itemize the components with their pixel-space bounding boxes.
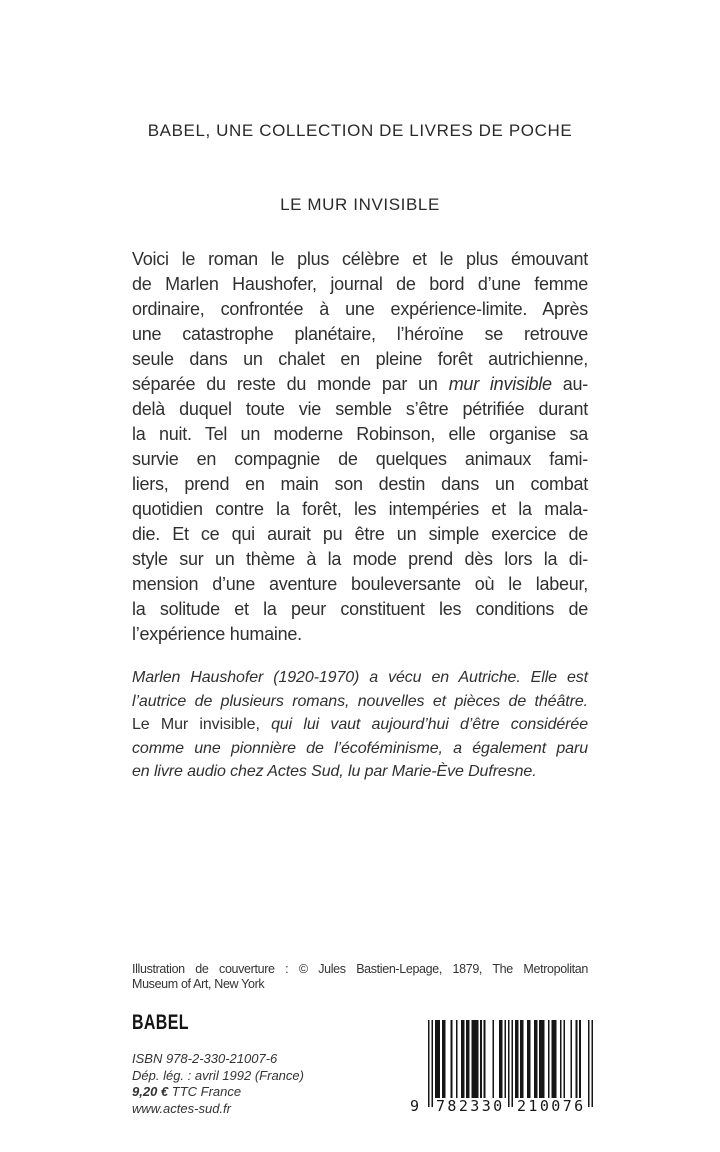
barcode-digit-group-3: 210076 (517, 1097, 586, 1115)
text-line: Museum of Art, New York (132, 977, 265, 992)
text-segment: au- (551, 374, 588, 394)
text-line (132, 1084, 432, 1101)
author-note-paragraph (132, 666, 588, 784)
text-segment: 9,20 € (132, 1084, 169, 1100)
text-line: style sur un thème à la mode prend dès lors la di- (132, 549, 588, 569)
text-segment: Le Mur invisible, (132, 716, 260, 733)
text-line: mension d’une aventure bouleversante où le labeur, (132, 574, 588, 594)
text-line: Voici le roman le plus célèbre et le plus émouvant (132, 249, 588, 269)
text-line: ordinaire, confrontée à une expérience-limite. Après (132, 299, 588, 319)
text-line: Illustration de couverture : © Jules Bastien-Lepage, 1879, The Metropolitan (132, 962, 588, 976)
book-title: LE MUR INVISIBLE (280, 195, 440, 214)
text-line (132, 713, 588, 737)
text-line: ISBN 978-2-330-21007-6 (132, 1051, 278, 1066)
text-segment: séparée du reste du monde par un (132, 374, 449, 394)
text-line: www.actes-sud.fr (132, 1100, 231, 1116)
text-segment: mur invisible (448, 374, 552, 394)
barcode-digit-group-1: 9 (410, 1097, 422, 1115)
text-line: seule dans un chalet en pleine forêt autrichienne, (132, 349, 588, 369)
cover-illustration-credit (132, 962, 588, 993)
text-line: survie en compagnie de quelques animaux fami- (132, 449, 588, 469)
text-line: de Marlen Haushofer, journal de bord d’une femme (132, 274, 588, 294)
text-line (132, 372, 588, 397)
text-line: l’autrice de plusieurs romans, nouvelles et pièces de théâtre. (132, 692, 588, 710)
text-line: la nuit. Tel un moderne Robinson, elle organise sa (132, 424, 588, 444)
publisher-logo-babel: BABEL (132, 1011, 189, 1034)
text-line: l’expérience humaine. (132, 624, 302, 644)
text-segment: TTC France (168, 1084, 242, 1100)
collection-header: BABEL, UNE COLLECTION DE LIVRES DE POCHE (147, 121, 573, 140)
text-line: la solitude et la peur constituent les conditions de (132, 599, 588, 619)
text-line: delà duquel toute vie semble s’être pétrifiée durant (132, 399, 588, 419)
barcode-bars (428, 1020, 593, 1107)
synopsis-paragraph (132, 247, 588, 647)
text-line: une catastrophe planétaire, l’héroïne se retrouve (132, 324, 588, 344)
text-line: quotidien contre la forêt, les intempéries et la mala- (132, 499, 588, 519)
ean13-barcode (410, 1020, 594, 1117)
text-segment: qui lui vaut aujourd’hui d’être considérée (259, 716, 588, 733)
text-line: liers, prend en main son destin dans un combat (132, 474, 588, 494)
text-line: Dép. lég. : avril 1992 (France) (132, 1067, 304, 1083)
text-line: die. Et ce qui aurait pu être un simple exercice de (132, 524, 588, 544)
barcode-digit-group-2: 782330 (436, 1097, 505, 1115)
text-line: Marlen Haushofer (1920-1970) a vécu en Autriche. Elle est (132, 669, 588, 686)
text-line: comme une pionnière de l’écoféminisme, a également paru (132, 739, 588, 757)
legal-isbn-block (132, 1051, 432, 1117)
text-line: en livre audio chez Actes Sud, lu par Marie-Ève Dufresne. (132, 763, 537, 780)
